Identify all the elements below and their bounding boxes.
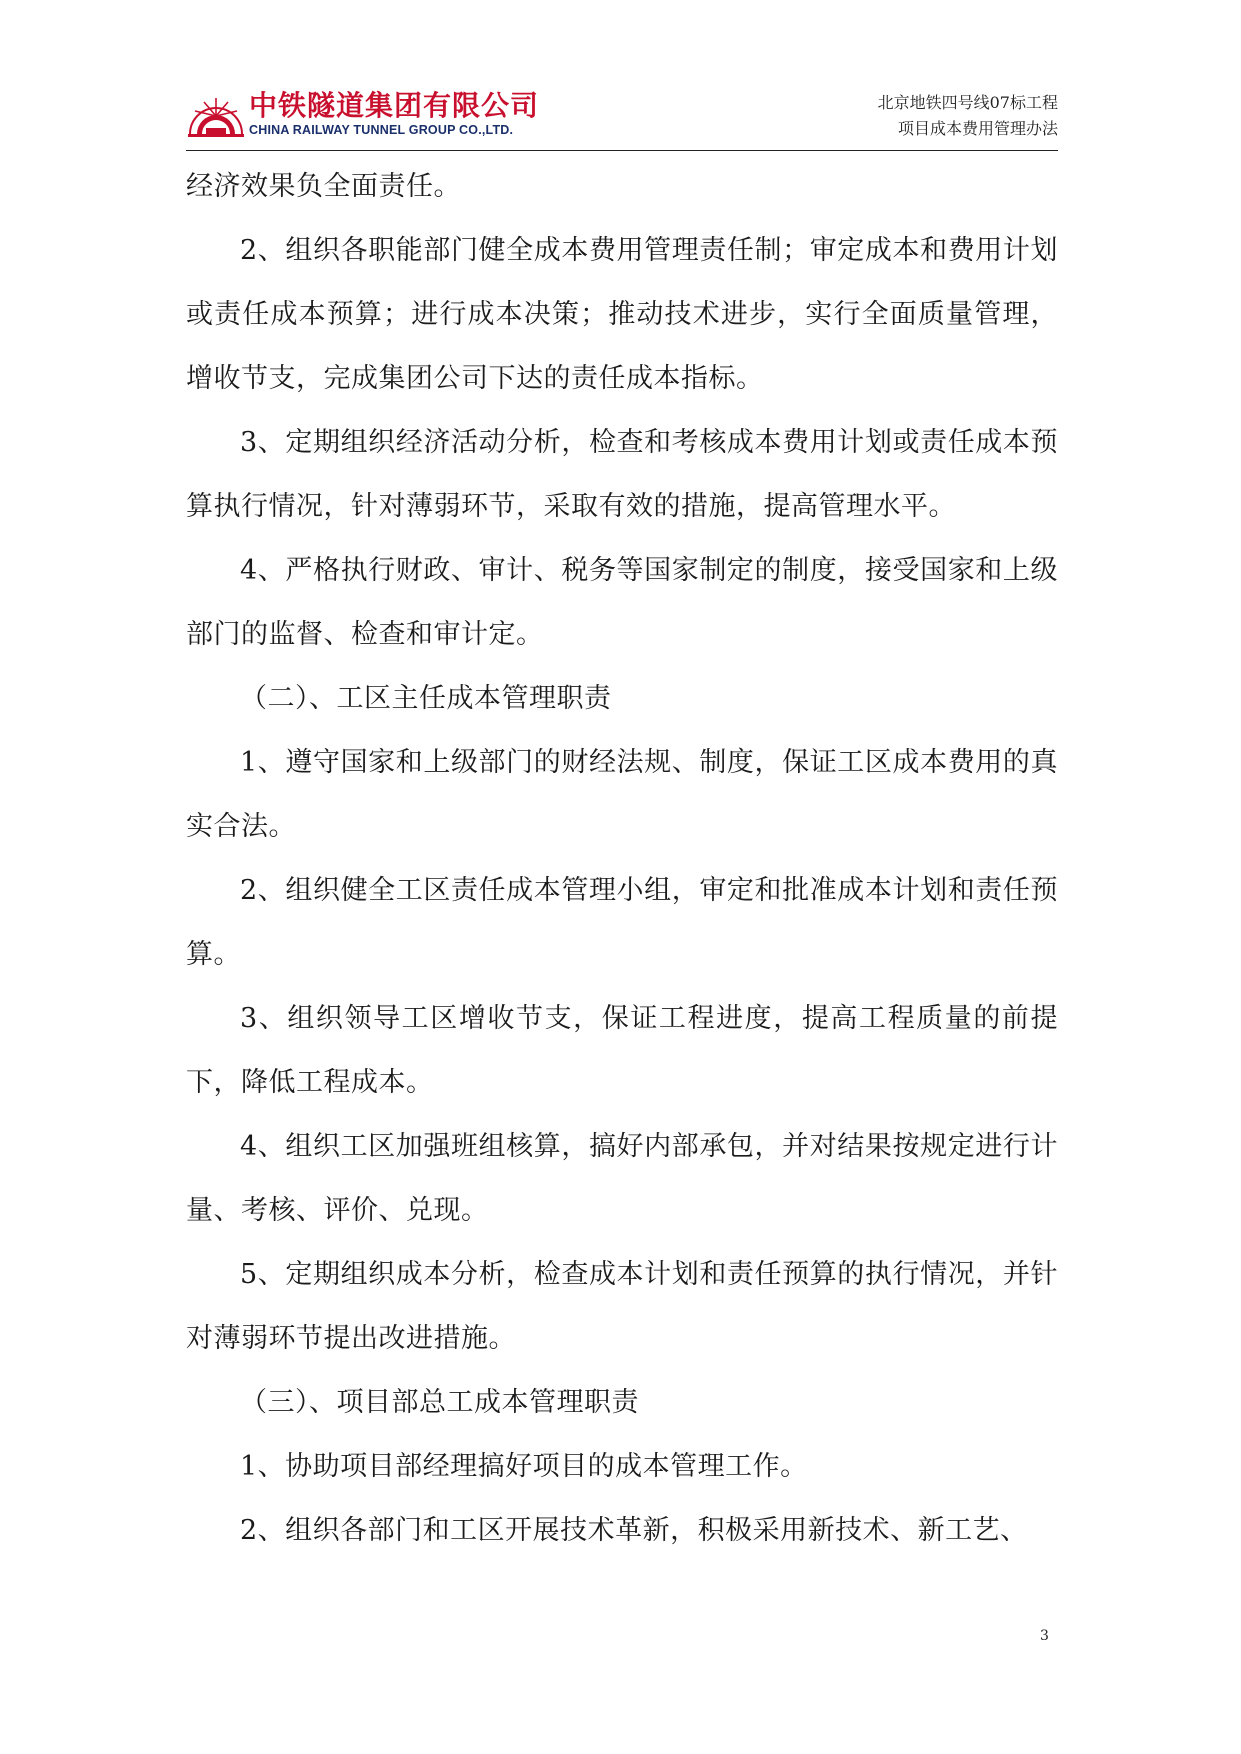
paragraph: 2、组织各部门和工区开展技术革新，积极采用新技术、新工艺、 <box>240 1515 1028 1546</box>
tunnel-emblem-icon <box>186 90 248 140</box>
paragraph: 2、组织各职能部门健全成本费用管理责任制；审定成本和费用计划或责任成本预算；进行成本决策；推动技术进步，实行全面质量管理，增收节支，完成集团公司下达的责任成本指标。 <box>186 235 1058 394</box>
document-body <box>186 155 1058 1563</box>
paragraph: 1、协助项目部经理搞好项目的成本管理工作。 <box>240 1451 808 1482</box>
page-number: 3 <box>1040 1628 1049 1644</box>
project-title-block <box>878 90 1058 142</box>
paragraph: 3、定期组织经济活动分析，检查和考核成本费用计划或责任成本预算执行情况，针对薄弱环节，采取有效的措施，提高管理水平。 <box>186 427 1058 522</box>
paragraph: 5、定期组织成本分析，检查成本计划和责任预算的执行情况，并针对薄弱环节提出改进措施。 <box>186 1259 1058 1354</box>
paragraph: 3、组织领导工区增收节支，保证工程进度，提高工程质量的前提下，降低工程成本。 <box>186 1003 1058 1098</box>
logo-chinese-name: 中铁隧道集团有限公司 <box>249 89 540 122</box>
page-header <box>186 84 1058 151</box>
paragraph: 4、组织工区加强班组核算，搞好内部承包，并对结果按规定进行计量、考核、评价、兑现。 <box>186 1131 1058 1226</box>
project-title-line2: 项目成本费用管理办法 <box>897 119 1058 138</box>
company-logo <box>186 90 586 140</box>
paragraph: 4、严格执行财政、审计、税务等国家制定的制度，接受国家和上级部门的监督、检查和审计定。 <box>186 555 1058 650</box>
section-heading: （三）、项目部总工成本管理职责 <box>240 1387 639 1418</box>
project-title-line1: 北京地铁四号线07标工程 <box>877 93 1058 112</box>
paragraph: 经济效果负全面责任。 <box>186 171 461 202</box>
section-heading: （二）、工区主任成本管理职责 <box>240 683 612 714</box>
paragraph: 2、组织健全工区责任成本管理小组，审定和批准成本计划和责任预算。 <box>186 875 1058 970</box>
logo-english-name: CHINA RAILWAY TUNNEL GROUP CO.,LTD. <box>249 123 514 137</box>
paragraph: 1、遵守国家和上级部门的财经法规、制度，保证工区成本费用的真实合法。 <box>186 747 1058 842</box>
